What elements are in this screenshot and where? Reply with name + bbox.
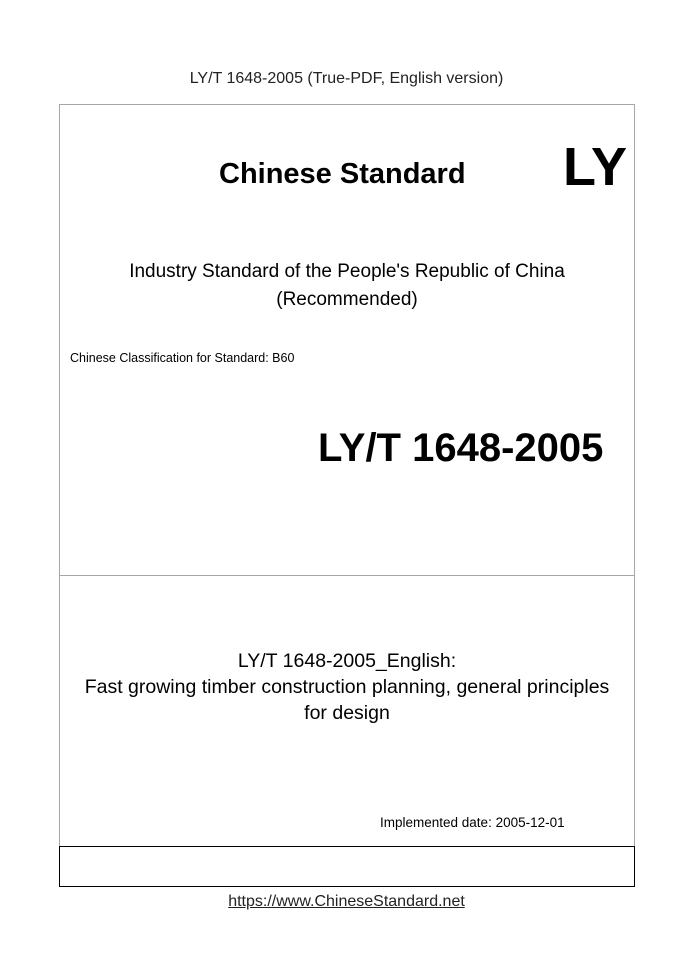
doc-title-line-2: Fast growing timber construction planning, general principles bbox=[84, 676, 610, 698]
cover-bottom-box bbox=[59, 846, 635, 887]
page-footer bbox=[0, 893, 693, 911]
implemented-date: Implemented date: 2005-12-01 bbox=[380, 815, 565, 830]
classification-text: Chinese Classification for Standard: B60 bbox=[70, 351, 295, 365]
subtitle-line-1: Industry Standard of the People's Republic of China bbox=[129, 261, 565, 282]
cover-frame bbox=[59, 104, 635, 887]
doc-title-line-1: LY/T 1648-2005_English: bbox=[237, 650, 457, 672]
standard-title: Chinese Standard bbox=[219, 158, 466, 190]
subtitle-line-2: (Recommended) bbox=[276, 289, 418, 310]
standard-code-prefix: LY bbox=[563, 137, 628, 197]
standard-subtitle bbox=[59, 258, 635, 314]
website-link[interactable]: https://www.ChineseStandard.net bbox=[228, 893, 465, 910]
doc-title-line-3: for design bbox=[304, 702, 390, 724]
cover-divider bbox=[59, 575, 635, 576]
standard-number: LY/T 1648-2005 bbox=[318, 426, 604, 470]
document-title bbox=[59, 648, 635, 726]
page-header: LY/T 1648-2005 (True-PDF, English version) bbox=[189, 70, 504, 87]
